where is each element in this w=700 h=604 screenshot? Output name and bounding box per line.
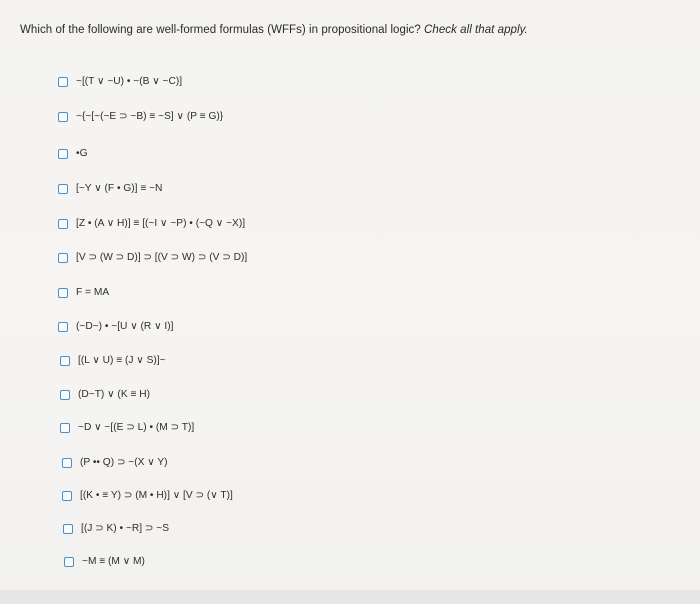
option-15[interactable] <box>64 556 145 567</box>
question-prompt: Which of the following are well-formed formulas (WFFs) in propositional logic? <box>20 24 421 36</box>
option-12[interactable] <box>62 457 168 468</box>
checkbox[interactable] <box>63 524 73 534</box>
option-label: (D~T) ∨ (K ≡ H) <box>78 389 150 400</box>
checkbox[interactable] <box>58 219 68 229</box>
checkbox[interactable] <box>58 112 68 122</box>
option-8[interactable] <box>58 321 173 332</box>
checkbox[interactable] <box>58 77 68 87</box>
option-label: ~[(T ∨ ~U) • ~(B ∨ ~C)] <box>76 76 183 87</box>
checkbox[interactable] <box>58 288 68 298</box>
option-label: ~{~[~(~E ⊃ ~B) ≡ ~S] ∨ (P ≡ G)} <box>76 111 224 122</box>
option-label: [Z • (A ∨ H)] ≡ [(~I ∨ ~P) • (~Q ∨ ~X)] <box>76 218 246 229</box>
option-label: ~M ≡ (M ∨ M) <box>82 556 145 567</box>
option-7[interactable] <box>58 287 109 298</box>
checkbox[interactable] <box>64 557 74 567</box>
option-label: •G <box>76 148 88 159</box>
option-label: F = MA <box>76 287 110 298</box>
option-2[interactable] <box>58 111 223 122</box>
checkbox[interactable] <box>62 491 72 501</box>
checkbox[interactable] <box>58 184 68 194</box>
option-4[interactable] <box>58 183 162 194</box>
option-14[interactable] <box>63 523 169 534</box>
option-1[interactable] <box>58 76 182 87</box>
checkbox[interactable] <box>62 458 72 468</box>
checkbox[interactable] <box>58 322 68 332</box>
checkbox[interactable] <box>58 149 68 159</box>
option-label: [(L ∨ U) ≡ (J ∨ S)]~ <box>78 355 166 366</box>
option-label: [~Y ∨ (F • G)] ≡ ~N <box>76 183 163 194</box>
option-6[interactable] <box>58 252 247 263</box>
option-label: ~D ∨ ~[(E ⊃ L) • (M ⊃ T)] <box>78 422 195 433</box>
option-label: (~D~) • ~[U ∨ (R ∨ I)] <box>76 321 174 332</box>
option-label: [(K • ≡ Y) ⊃ (M • H)] ∨ [V ⊃ (∨ T)] <box>80 490 233 501</box>
option-13[interactable] <box>62 490 233 501</box>
option-10[interactable] <box>60 389 150 400</box>
option-label: [V ⊃ (W ⊃ D)] ⊃ [(V ⊃ W) ⊃ (V ⊃ D)] <box>76 252 248 263</box>
question-instruction: Check all that apply. <box>424 24 528 36</box>
option-5[interactable] <box>58 218 245 229</box>
option-label: (P •• Q) ⊃ ~(X ∨ Y) <box>80 457 168 468</box>
question-text <box>20 24 528 36</box>
option-9[interactable] <box>60 355 166 366</box>
option-label: [(J ⊃ K) • ~R] ⊃ ~S <box>81 523 170 534</box>
checkbox[interactable] <box>60 423 70 433</box>
bottom-edge <box>0 590 700 604</box>
option-11[interactable] <box>60 422 194 433</box>
option-3[interactable] <box>58 148 88 159</box>
checkbox[interactable] <box>60 390 70 400</box>
checkbox[interactable] <box>60 356 70 366</box>
checkbox[interactable] <box>58 253 68 263</box>
